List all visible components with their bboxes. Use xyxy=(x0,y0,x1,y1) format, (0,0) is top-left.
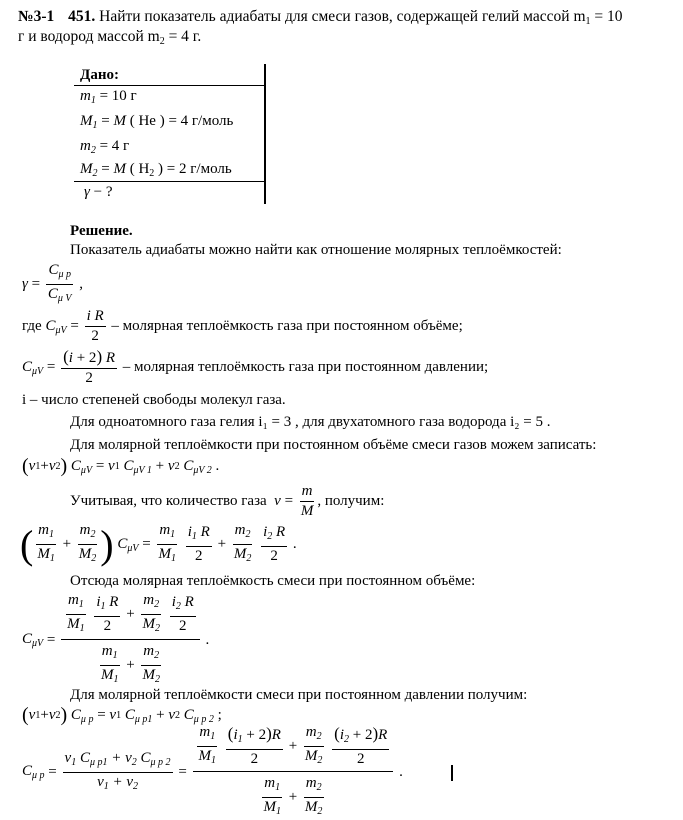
solution-p8: Отсюда молярная теплоёмкость смеси при постоянном объёме: xyxy=(70,573,476,589)
problem-text-2-end: = 4 г. xyxy=(164,28,202,45)
m2-sub: 2 xyxy=(159,36,165,47)
solution-p9: Для молярной теплоёмкости смеси при постоянном давлении получим: xyxy=(70,687,528,703)
problem-number: №3-1 xyxy=(18,8,55,25)
cv-description: – молярная теплоёмкость газа при постоянном объёме; xyxy=(111,318,463,334)
nu-pre-text: Учитывая, что количество газа xyxy=(70,493,267,509)
formula-mix-cv: ( ν 1 + ν 2 ) $C_{\mu V}$ = ν 1 $C_{\mu V 1}$ + ν 2 $C_{\mu V 2}$ . xyxy=(22,455,220,477)
given-right-line xyxy=(264,64,266,204)
problem-text-2: г и водород массой m xyxy=(18,28,160,45)
given-row-2: $M_1 = M$ ( He ) = 4 г/моль xyxy=(80,113,234,131)
solution-p4: i – число степеней свободы молекул газа. xyxy=(22,392,286,408)
solution-p1: Показатель адиабаты можно найти как отношение молярных теплоёмкостей: xyxy=(70,242,562,258)
solution-title: Решение. xyxy=(70,223,133,239)
problem-text-1: Найти показатель адиабаты для смеси газов, содержащей гелий массой m xyxy=(99,8,586,25)
problem-text-1-end: = 10 xyxy=(590,8,623,25)
given-row-3: $m_2 = 4$ г xyxy=(80,138,130,156)
given-top-line xyxy=(74,85,266,86)
task-number: 451. xyxy=(68,8,96,25)
given-bottom-line xyxy=(74,181,266,182)
formula-nu: Учитывая, что количество газа ν = $\frac{m}{M}$ , получим: xyxy=(70,483,385,519)
solution-p6: Для молярной теплоёмкости при постоянном объёме смеси газов можем записать: xyxy=(70,437,597,453)
formula-cp-mix: $C_{\mu p}$ = $\frac{\nu_1 C_{\mu p1} + \nu_2 C_{\mu p 2}}{\nu_1 + \nu_2}$ = $\frac{m_1}{M_1}$ $\frac{(i_1 + 2)R}{2}$ + $\frac{m_2}{M_2}$ $\frac{(i_2 + 2)R}{2}$ $\frac{m_1}{M_1}$ + $\frac{m_2}{M_2}$ . xyxy=(22,724,403,817)
given-row-4: $M_2 = M$ ( $H_2$ ) = 2 г/моль xyxy=(80,161,232,179)
m1-sub: 1 xyxy=(585,16,591,27)
solution-p5: Для одноатомного газа гелия i₁ = 3 , для двухатомного газа водорода i₂ = 5 . xyxy=(70,414,551,430)
formula-cv: где $C_{\mu V}$ = $\frac{\text{i R}}{2}$ – молярная теплоёмкость газа при постоянном объёме; xyxy=(22,308,463,344)
formula-gamma: γ = $\frac{C_{\mu p}}{C_{\mu V}}$ , xyxy=(22,262,84,304)
formula-cp: $C_{\mu V}$ = $\frac{(i + 2) R}{2}$ – молярная теплоёмкость газа при постоянном давлении; xyxy=(22,347,489,386)
nu-post-text: , получим: xyxy=(317,493,385,509)
formula-cv-mix: $C_{\mu V}$ = $\frac{m_1}{M_1}$ $\frac{i_1 R}{2}$ + $\frac{m_2}{M_2}$ $\frac{i_2 R}{2}$ $\frac{m_1}{M_1}$ + $\frac{m_2}{M_2}$ . xyxy=(22,592,210,685)
where-text: где xyxy=(22,318,42,334)
cp-description: – молярная теплоёмкость газа при постоянном давлении; xyxy=(122,359,489,375)
given-row-1: $m_1 = 10$ г xyxy=(80,88,137,106)
text-cursor xyxy=(451,765,453,781)
formula-mix-cp: ( ν 1 + ν 2 ) $C_{\mu p}$ = ν 1 $C_{\mu p1}$ + ν 2 $C_{\mu p 2}$ ; xyxy=(22,704,222,726)
formula-mix-cv-expanded: ( $\frac{m_1}{M_1}$ + $\frac{m_2}{M_2}$ ) $C_{\mu V}$ = $\frac{m_1}{M_1}$ $\frac{i_1 R}{2}$ + $\frac{m_2}{M_2}$ $\frac{i_2 R}{2}$ . xyxy=(20,521,297,567)
problem-text-line2 xyxy=(18,28,201,51)
given-title: Дано: xyxy=(80,67,119,83)
given-find: γ − ? xyxy=(84,184,113,200)
